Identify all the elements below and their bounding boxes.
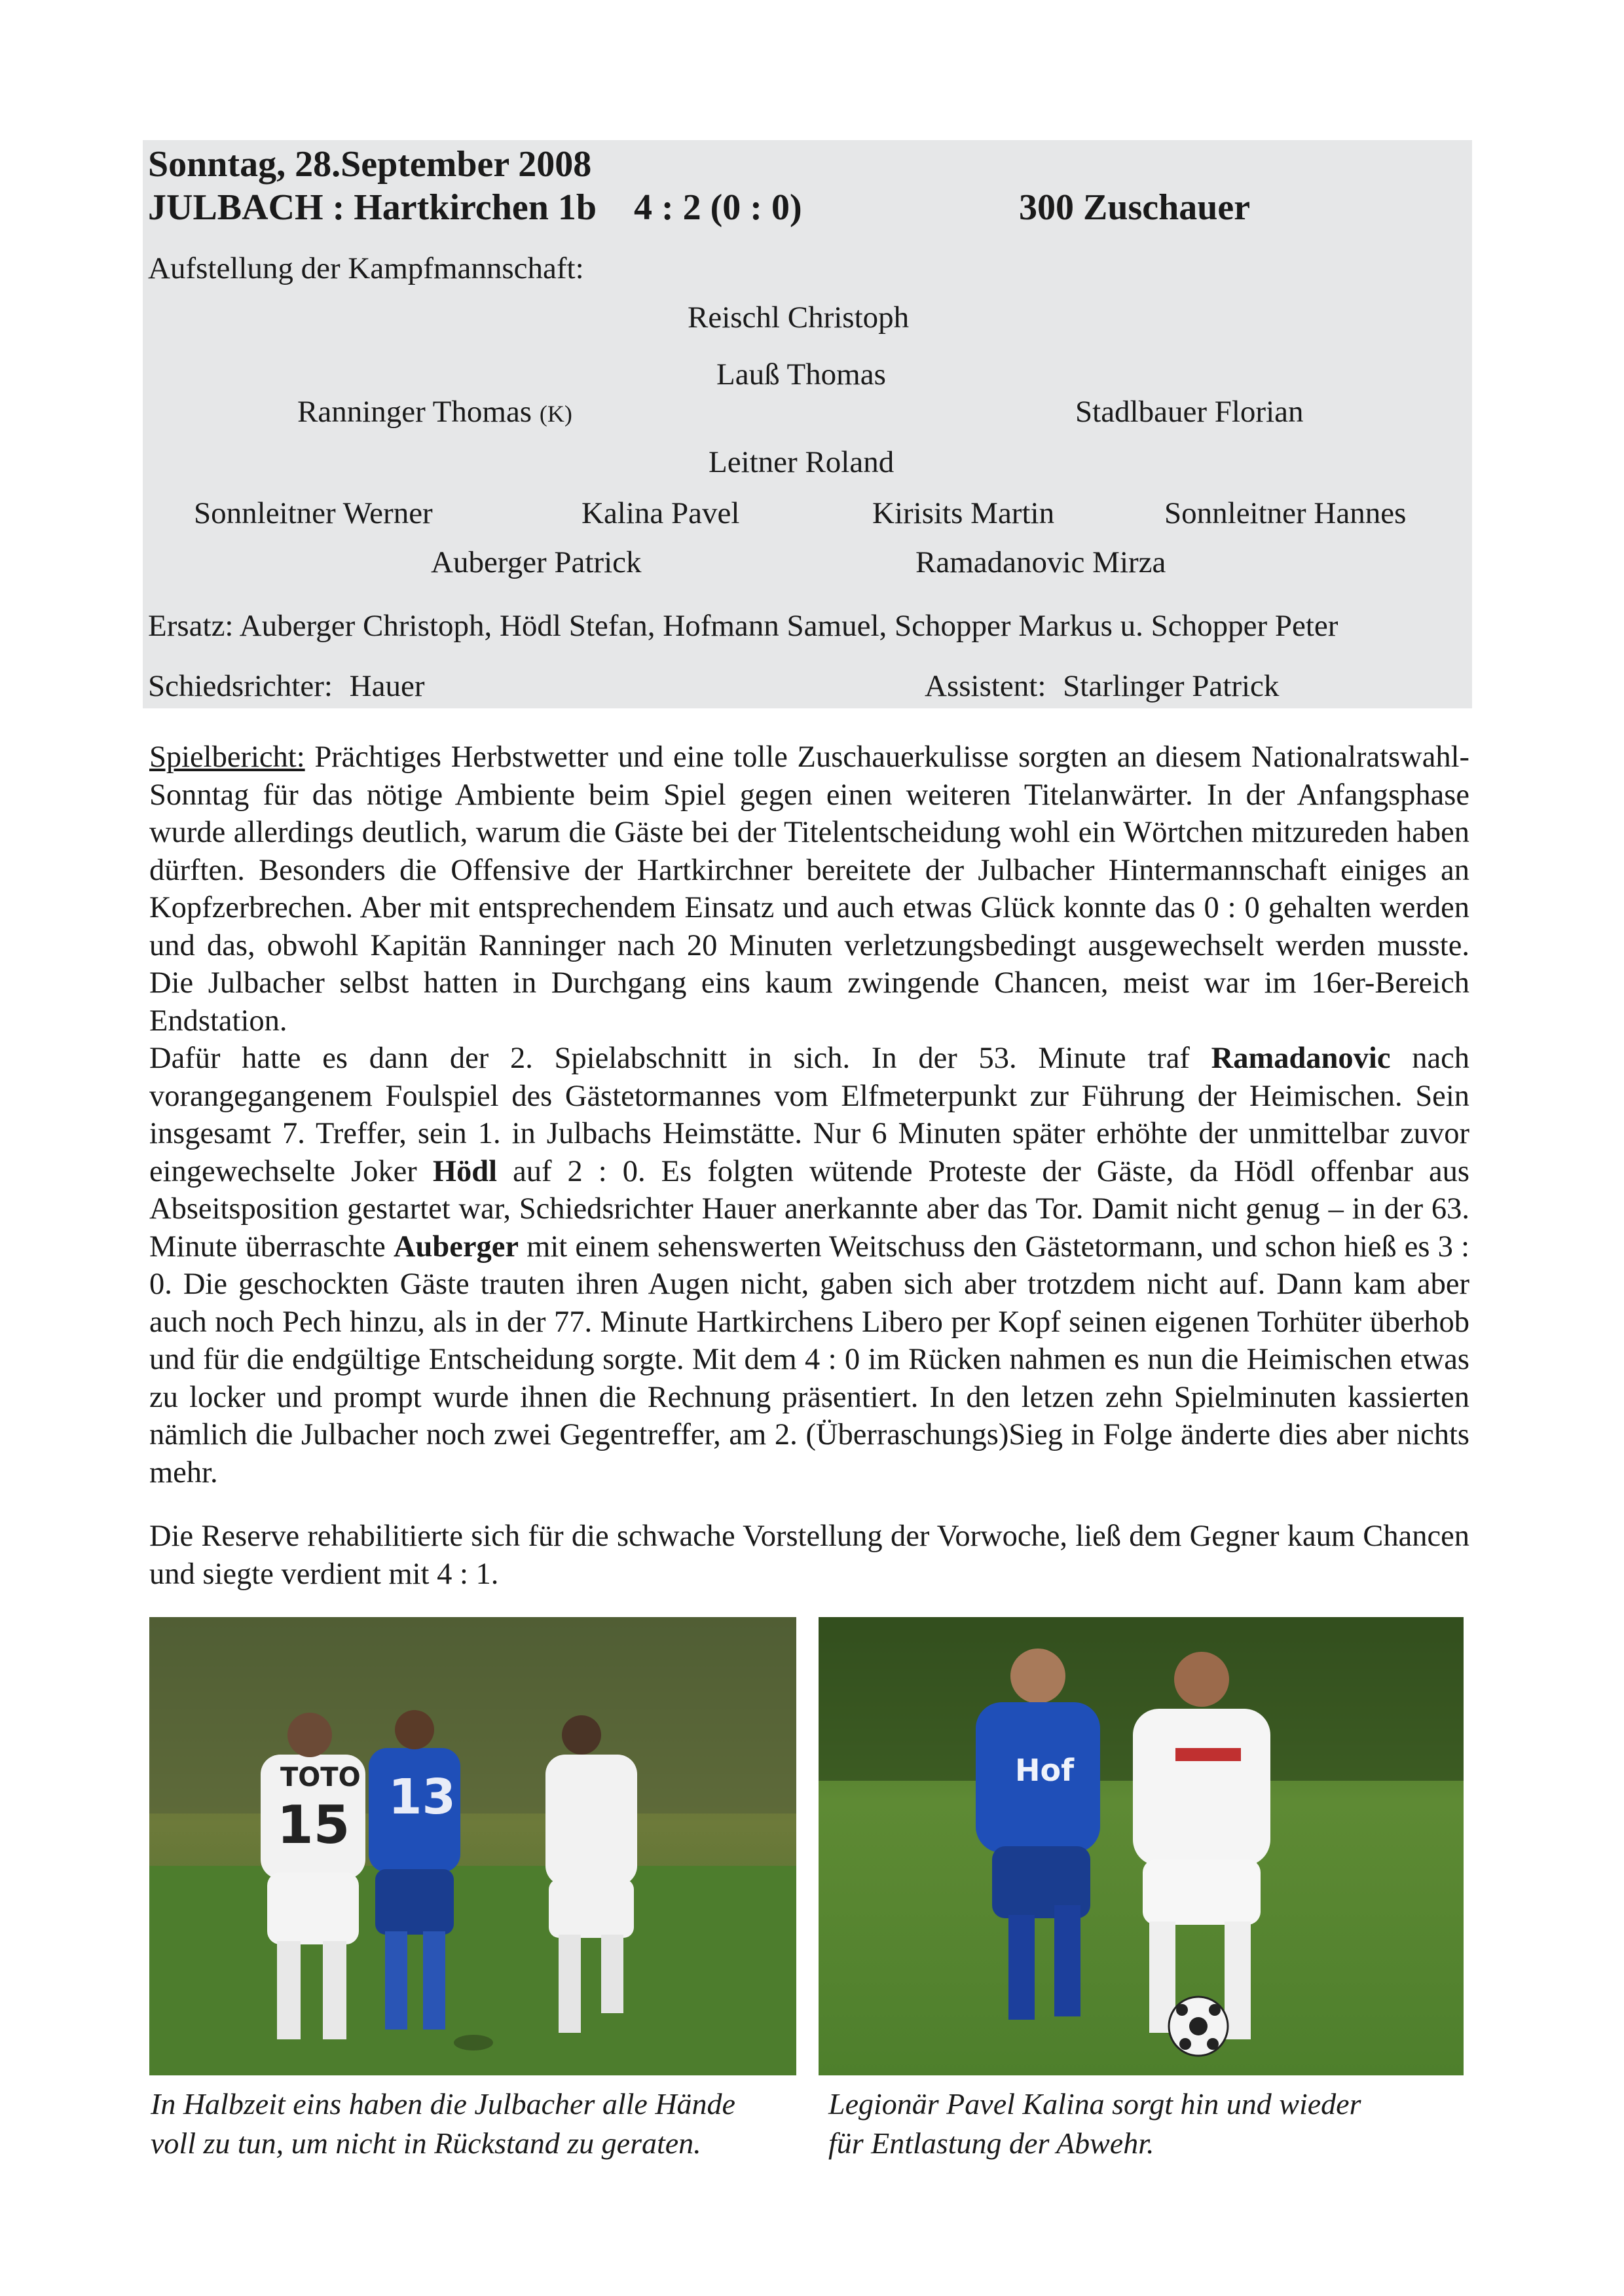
match-title: JULBACH : Hartkirchen 1b [148, 187, 597, 228]
player-libero: Lauß Thomas [716, 357, 886, 392]
jersey-text-toto: TOTO [280, 1762, 361, 1793]
substitutes-line [148, 608, 1338, 644]
player-forward-2: Ramadanovic Mirza [915, 545, 1166, 579]
jersey-text-hof: Hof [1015, 1753, 1075, 1788]
referee-line [148, 668, 425, 704]
report-text-2c: nach vorangegangenem Foulspiel des Gästetormannes vom Elfmeterpunkt zur Führung der Heimischen. Sein insgesamt 7. Treffer, sein 1. in Julbachs Heimstätte. Nur 6 Minuten später erhöhte der unmittelbar zuvor eingewechselte Joker [149, 1042, 1469, 1188]
report-text-1: Prächtiges Herbstwetter und eine tolle Zuschauerkulisse sorgten an diesem Nationalratswahl-Sonntag für das nötige Ambiente beim Spiel gegen einen weiteren Titelanwärter. In der Anfangsphase wurde allerdings deutlich, warum die Gäste bei der Titelentscheidung wohl ein Wörtchen mitzureden haben dürften. Besonders die Offensive der Hartkirchner bereitete der Julbacher Hintermannschaft einiges an Kopfzerbrechen. Aber mit entsprechendem Einsatz und auch etwas Glück konnte das 0 : 0 gehalten werden und das, obwohl Kapitän Ranninger nach 20 Minuten verletzungsbedingt ausgewechselt werden musste. Die Julbacher selbst hatten in Durchgang eins kaum zwingende Chancen, meist war im 16er-Bereich Endstation. [149, 740, 1469, 1038]
player-goalkeeper: Reischl Christoph [688, 301, 910, 335]
photo-1-caption-line-2: voll zu tun, um nicht in Rückstand zu geraten. [151, 2126, 701, 2160]
scorer-2: Hödl [432, 1154, 498, 1188]
assistant-name: Starlinger Patrick [1063, 669, 1280, 703]
photo-2-caption-line-2: für Entlastung der Abwehr. [828, 2126, 1154, 2160]
player-midfield-1: Sonnleitner Werner [194, 496, 433, 530]
player-midfield-3: Kirisits Martin [872, 496, 1055, 530]
photo-1-illustration [149, 1617, 796, 2075]
match-info-box [143, 140, 1472, 708]
photo-2-caption-line-1: Legionär Pavel Kalina sorgt hin und wieder [828, 2087, 1361, 2121]
assistant-line [925, 668, 1279, 704]
player-right-defender: Stadlbauer Florian [1075, 395, 1304, 429]
lineup-label: Aufstellung der Kampfmannschaft: [148, 251, 584, 285]
substitutes-label: Ersatz: [148, 609, 234, 643]
match-photo-1 [149, 1617, 796, 2075]
match-report [149, 738, 1469, 1491]
player-midfield-4: Sonnleitner Hannes [1164, 496, 1407, 530]
player-name: Ranninger Thomas [297, 395, 532, 429]
player-midfield-2: Kalina Pavel [581, 496, 740, 530]
captain-mark: (K) [539, 401, 572, 427]
scorer-1: Ramadanovic [1211, 1042, 1391, 1075]
match-date: Sonntag, 28.September 2008 [148, 144, 592, 185]
referee-name: Hauer [349, 669, 425, 703]
substitutes-list: Auberger Christoph, Hödl Stefan, Hofmann Samuel, Schopper Markus u. Schopper Peter [239, 609, 1338, 643]
player-left-defender [297, 393, 572, 432]
scorer-3: Auberger [393, 1230, 519, 1264]
football [1169, 1997, 1228, 2056]
report-text-2d: auf 2 : 0. Es folgten wütende Proteste der Gäste, da Hödl offenbar aus Abseitsposition gestartet war, Schiedsrichter Hauer anerkannte aber das Tor. Damit nicht genug – in der 63. Minute überraschte [149, 1154, 1469, 1264]
report-heading: Spielbericht: [149, 740, 305, 774]
report-paragraph-2 [149, 1040, 1469, 1491]
match-score: 4 : 2 (0 : 0) [634, 187, 802, 228]
report-text-2a: Dafür hatte es dann der 2. Spielabschnitt in sich. In der 53. Minute traf [149, 1042, 1211, 1075]
referee-label: Schiedsrichter: [148, 669, 333, 703]
spectator-count: 300 Zuschauer [1019, 187, 1251, 228]
reserve-paragraph: Die Reserve rehabilitierte sich für die schwache Vorstellung der Vorwoche, ließ dem Gegner kaum Chancen und siegte verdient mit 4 : 1. [149, 1520, 1469, 1591]
report-paragraph-1 [149, 738, 1469, 1040]
photo-1-caption-line-1: In Halbzeit eins haben die Julbacher alle Hände [151, 2087, 735, 2121]
player-center: Leitner Roland [709, 445, 895, 479]
match-photo-2 [819, 1617, 1464, 2075]
photo-2-illustration [819, 1617, 1464, 2075]
jersey-number-15: 15 [277, 1795, 350, 1855]
report-text-2e: mit einem sehenswerten Weitschuss den Gästetormann, und schon hieß es 3 : 0. Die geschockten Gäste trauten ihren Augen nicht, gaben sich aber trotzdem nicht auf. Dann kam aber auch noch Pech hinzu, als in der 77. Minute Hartkirchens Libero per Kopf seinen eigenen Torhüter überhob und für die endgültige Entscheidung sorgte. Mit dem 4 : 0 im Rücken nahmen es nun die Heimischen etwas zu locker und prompt wurde ihnen die Rechnung präsentiert. In den letzen zehn Spielminuten kassierten nämlich die Julbacher noch zwei Gegentreffer, am 2. (Überraschungs)Sieg in Folge änderte dies aber nichts mehr. [149, 1230, 1469, 1489]
assistant-label: Assistent: [925, 669, 1046, 703]
jersey-number-13: 13 [388, 1769, 456, 1825]
player-forward-1: Auberger Patrick [431, 545, 642, 579]
